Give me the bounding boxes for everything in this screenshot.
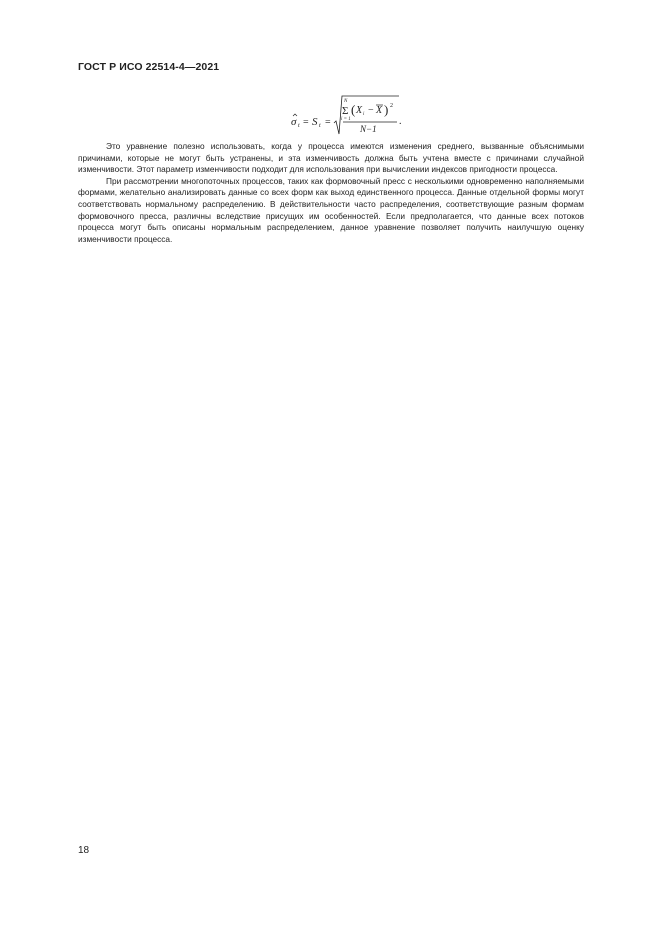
term-minus: − xyxy=(368,105,374,116)
term-xbar: X xyxy=(376,105,383,116)
formula-equals-1: = xyxy=(303,117,309,128)
sum-lower-limit: i = 1 xyxy=(341,117,351,122)
paragraph-1: Это уравнение полезно использовать, когда у процесса имеются изменения среднего, вызванные объяснимыми причинами, которые не могут быть устранены, и эта изменчивость должна быть учтена вместе с причинами случайной изменчивости. Этот параметр изменчивости подходит для использования при вычислении индексов пригодности процесса. xyxy=(78,141,584,175)
paren-open: ( xyxy=(351,102,356,117)
paragraph-2: При рассмотрении многопоточных процессов, таких как формовочный пресс с несколькими одновременно наполняемыми формами, желательно анализировать данные со всех форм как выход единственного процесса. Данные отдельной формы могут соответствовать нормальному распределению. В действительности часто распределения, соответствующие разным формам формовочного пресса, различны вследствие присущих им особенностей. Если предполагается, что данные всех потоков процесса могут быть описаны нормальным распределением, данное уравнение позволяет получить наилучшую оценку изменчивости процесса. xyxy=(78,175,584,244)
term-power: 2 xyxy=(390,103,393,109)
sum-sign: Σ xyxy=(342,105,349,117)
formula-lhs-symbol: σ xyxy=(291,116,297,128)
sum-upper-limit: N xyxy=(344,99,348,104)
body-text xyxy=(78,141,584,245)
term-x-sub: i xyxy=(363,112,365,117)
paren-close: ) xyxy=(384,102,389,117)
formula-graphic xyxy=(288,92,418,138)
page-header-title: ГОСТ Р ИСО 22514-4—2021 xyxy=(78,61,220,73)
formula-end-dot: . xyxy=(399,116,402,127)
formula-equals-2: = xyxy=(325,117,331,128)
page-number: 18 xyxy=(78,845,90,856)
term-x: X xyxy=(356,105,363,116)
formula-lhs-sub: t xyxy=(298,123,300,129)
formula-sigma-t xyxy=(288,92,418,138)
formula-mid-symbol: S xyxy=(312,116,318,128)
formula-denominator: N−1 xyxy=(360,124,377,134)
formula-mid-sub: t xyxy=(319,123,321,129)
